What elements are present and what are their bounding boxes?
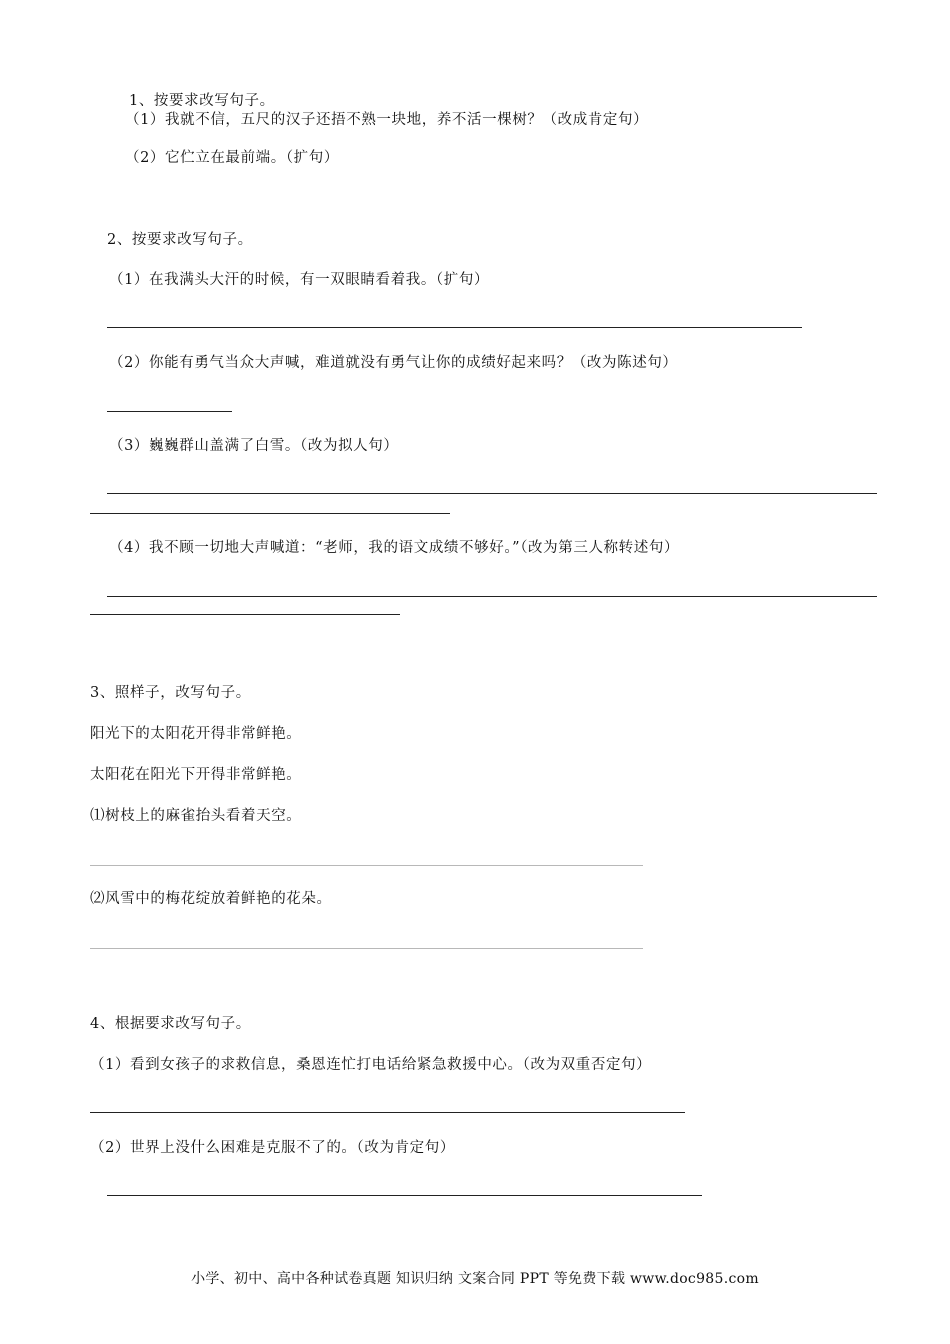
answer-line [107,327,802,328]
footer-text: 小学、初中、高中各种试卷真题 知识归纳 文案合同 PPT 等免费下载 www.doc985.com [191,1271,759,1287]
section2-item-4: （4）我不顾一切地大声喊道：“老师，我的语文成绩不够好。”（改为第三人称转述句） [109,540,680,556]
section2-item-1: （1）在我满头大汗的时候，有一双眼睛看着我。（扩句） [109,272,490,288]
answer-line [90,865,643,866]
section2-heading: 2、按要求改写句子。 [107,232,253,248]
section3-example-2: 太阳花在阳光下开得非常鲜艳。 [90,767,302,783]
section3-item-1: ⑴树枝上的麻雀抬头看着天空。 [90,808,302,824]
section4-item-1: （1）看到女孩子的求救信息，桑恩连忙打电话给紧急救援中心。（改为双重否定句） [90,1057,652,1073]
answer-line [107,1195,702,1196]
answer-line [90,614,400,615]
answer-line [107,493,877,494]
section1-item-2: （2）它伫立在最前端。（扩句） [125,150,339,166]
section3-heading: 3、照样子，改写句子。 [90,685,251,701]
section4-heading: 4、根据要求改写句子。 [90,1016,251,1032]
section1-item-1: （1）我就不信，五尺的汉子还捂不熟一块地，养不活一棵树？（改成肯定句） [125,112,649,128]
answer-line [107,596,877,597]
section2-item-3: （3）巍巍群山盖满了白雪。（改为拟人句） [109,438,399,454]
section2-item-2: （2）你能有勇气当众大声喊，难道就没有勇气让你的成绩好起来吗？（改为陈述句） [109,355,678,371]
section3-example-1: 阳光下的太阳花开得非常鲜艳。 [90,726,302,742]
section1-heading: 1、按要求改写句子。 [129,93,275,109]
section3-item-2: ⑵风雪中的梅花绽放着鲜艳的花朵。 [90,891,332,907]
answer-line [90,1112,685,1113]
answer-line [107,411,232,412]
answer-line [90,513,450,514]
section4-item-2: （2）世界上没什么困难是克服不了的。（改为肯定句） [90,1140,455,1156]
answer-line [90,948,643,949]
